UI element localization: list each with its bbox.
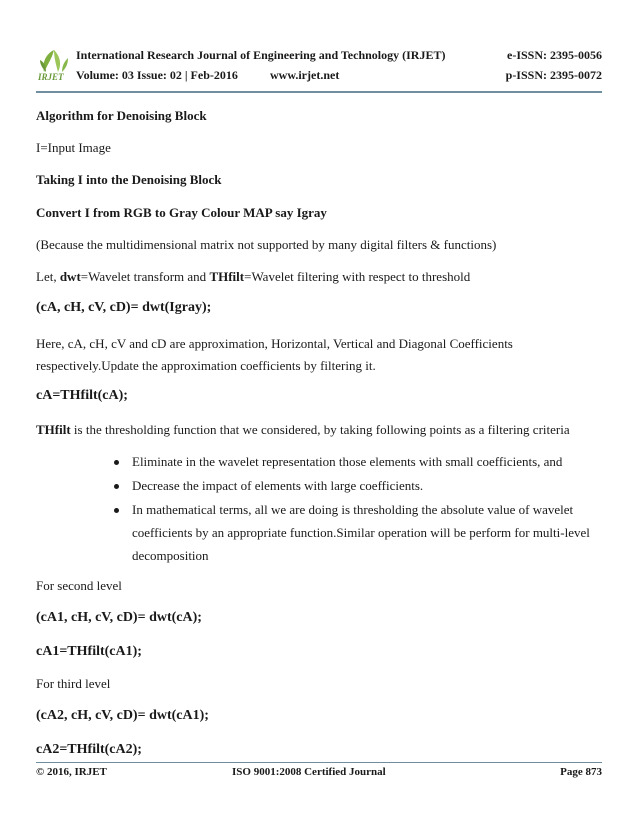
here-line-2: respectively.Update the approximation coefficients by filtering it. xyxy=(36,358,376,373)
algorithm-title: Algorithm for Denoising Block xyxy=(36,108,207,123)
let-line xyxy=(36,269,470,285)
website-link[interactable]: www.irjet.net xyxy=(270,68,340,82)
second-level-label: For second level xyxy=(36,578,122,593)
bullet-dot-icon xyxy=(114,460,119,465)
page-number: Page 873 xyxy=(560,766,602,778)
page-header xyxy=(36,44,602,88)
taking-line: Taking I into the Denoising Block xyxy=(36,172,222,187)
bullet-text: coefficients by an appropriate function.Similar operation will be perform for multi-level xyxy=(132,525,590,540)
equation-1: (cA, cH, cV, cD)= dwt(Igray); xyxy=(36,300,212,315)
copyright: © 2016, IRJET xyxy=(36,766,107,778)
journal-name: International Research Journal of Engineering and Technology (IRJET) xyxy=(76,48,446,62)
thfilt-term: THfilt xyxy=(209,269,245,284)
third-level-label: For third level xyxy=(36,676,111,691)
bullet-text: decomposition xyxy=(132,548,209,563)
convert-line: Convert I from RGB to Gray Colour MAP say Igray xyxy=(36,205,327,220)
bullet-text: Decrease the impact of elements with large coefficients. xyxy=(132,478,424,493)
input-line: I=Input Image xyxy=(36,140,111,155)
equation-6: cA2=THfilt(cA2); xyxy=(36,742,142,757)
because-line: (Because the multidimensional matrix not supported by many digital filters & functions) xyxy=(36,237,497,252)
header-divider xyxy=(36,91,602,93)
bullet-text: Eliminate in the wavelet representation those elements with small coefficients, and xyxy=(132,454,563,469)
iso-certification: ISO 9001:2008 Certified Journal xyxy=(232,766,386,778)
pissn: p-ISSN: 2395-0072 xyxy=(505,68,602,82)
logo-text: IRJET xyxy=(38,72,64,82)
equation-5: (cA2, cH, cV, cD)= dwt(cA1); xyxy=(36,708,209,723)
here-line-1: Here, cA, cH, cV and cD are approximation, Horizontal, Vertical and Diagonal Coefficients xyxy=(36,336,513,351)
equation-2: cA=THfilt(cA); xyxy=(36,388,128,403)
bullet-text: In mathematical terms, all we are doing is thresholding the absolute value of wavelet xyxy=(132,502,574,517)
thfilt-description xyxy=(36,422,570,438)
footer-divider xyxy=(36,762,602,763)
bullet-dot-icon xyxy=(114,484,119,489)
bullet-dot-icon xyxy=(114,508,119,513)
dwt-term: dwt xyxy=(59,269,81,284)
volume-issue: Volume: 03 Issue: 02 | Feb-2016 xyxy=(76,68,238,82)
let-prefix: Let, xyxy=(36,269,60,284)
thfilt-definition: =Wavelet filtering with respect to threshold xyxy=(244,269,471,284)
equation-4: cA1=THfilt(cA1); xyxy=(36,644,142,659)
eissn: e-ISSN: 2395-0056 xyxy=(507,48,602,62)
thfilt-desc: is the thresholding function that we considered, by taking following points as a filtering criteria xyxy=(70,422,570,437)
dwt-definition: =Wavelet transform and xyxy=(80,269,210,284)
thfilt-bold: THfilt xyxy=(36,422,71,437)
equation-3: (cA1, cH, cV, cD)= dwt(cA); xyxy=(36,610,202,625)
